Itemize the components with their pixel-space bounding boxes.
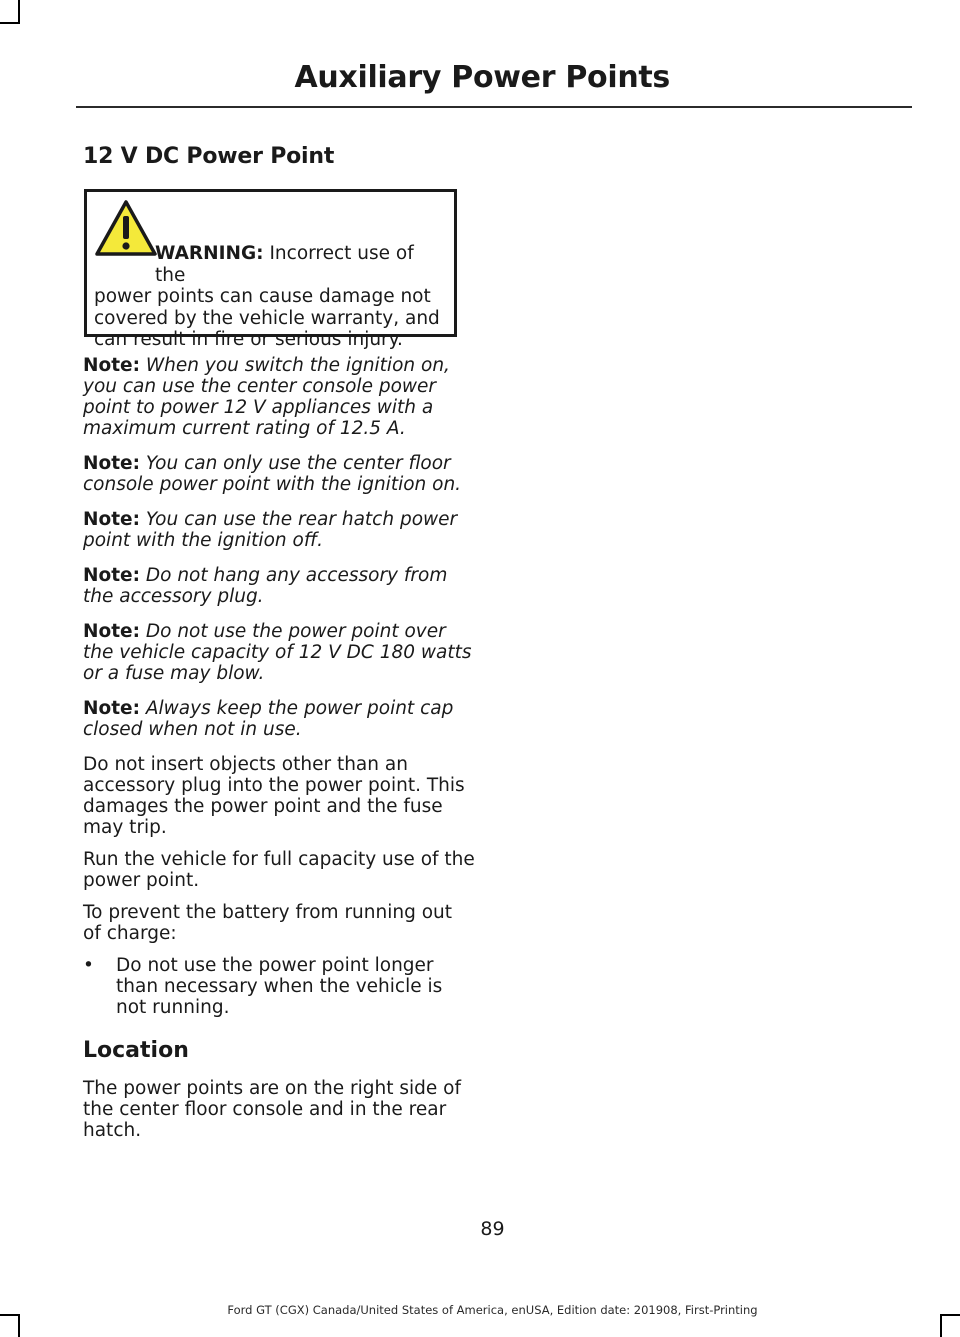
warning-label: WARNING:: [155, 243, 264, 264]
note-1: Note: You can only use the center floor console power point with the ignition on.: [83, 453, 462, 495]
paragraph-0: Do not insert objects other than an accessory plug into the power point. This damages the power point and the fuse may trip.: [83, 754, 465, 838]
location-title: Location: [83, 1038, 189, 1063]
header-divider: [76, 106, 912, 108]
crop-mark-top-left-v: [18, 0, 20, 24]
note-2: Note: You can use the rear hatch power point with the ignition off.: [83, 509, 458, 551]
bullet-text: Do not use the power point longer than necessary when the vehicle is not running.: [116, 955, 443, 1018]
note-5: Note: Always keep the power point cap closed when not in use.: [83, 698, 454, 740]
footer-edition-text: Ford GT (CGX) Canada/United States of America, enUSA, Edition date: 201908, First-Printing: [227, 1303, 758, 1317]
section-title: 12 V DC Power Point: [83, 144, 335, 169]
note-3: Note: Do not hang any accessory from the accessory plug.: [83, 565, 448, 607]
page-number: 89: [480, 1218, 505, 1240]
crop-mark-top-left-h: [0, 22, 20, 24]
page-header-title: Auxiliary Power Points: [294, 60, 670, 95]
main-column: [83, 142, 475, 1141]
bullet-marker: •: [83, 955, 94, 976]
list-item: [83, 955, 475, 1018]
warning-box: [84, 189, 457, 350]
note-0: Note: When you switch the ignition on, you can use the center console power point to power 12 V appliances with a maximum current rating of 12.5 A.: [83, 355, 450, 439]
crop-mark-bottom-left-v: [18, 1314, 20, 1337]
warning-triangle-icon: [94, 199, 158, 257]
paragraph-1: Run the vehicle for full capacity use of the power point.: [83, 849, 475, 891]
crop-mark-bottom-right-v: [940, 1314, 942, 1337]
warning-text-rest: power points can cause damage not covered by the vehicle warranty, and can result in fire or serious injury.: [94, 286, 440, 350]
note-4: Note: Do not use the power point over the vehicle capacity of 12 V DC 180 watts or a fuse may blow.: [83, 621, 472, 684]
warning-text-first: Incorrect use of the: [155, 243, 414, 286]
paragraph-2: To prevent the battery from running out of charge:: [83, 902, 453, 944]
location-text: The power points are on the right side of the center floor console and in the rear hatch.: [83, 1078, 461, 1141]
